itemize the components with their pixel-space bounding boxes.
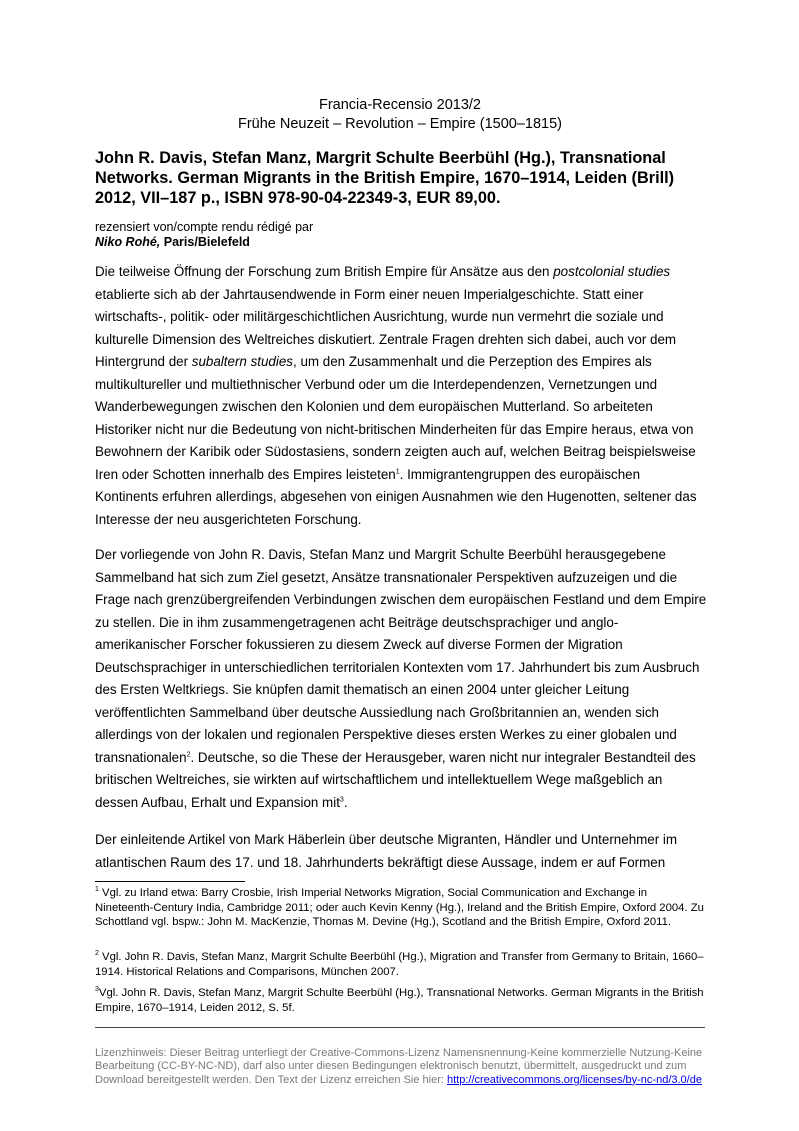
footnote-1-text: Vgl. zu Irland etwa: Barry Crosbie, Irish Imperial Networks Migration, Social Communication and Exchange in Nineteenth-Century India, Cambridge 2011; oder auch Kevin Kenny (Hg.), Ireland and the British Empire, Oxford 2004. Zu Schottland vgl. bspw.: John M. MacKenzie, Thomas M. Devine (Hg.), Scotland and the British Empire, Oxford 2011. bbox=[95, 887, 704, 928]
title-line-3: 2012, VII–187 p., ISBN 978-90-04-22349-3, EUR 89,00. bbox=[95, 189, 501, 207]
reviewer-name: Niko Rohé, bbox=[95, 235, 161, 249]
p1-text-3: , um den Zusammenhalt und die Perzeption des Empires als multikultureller und multiethnischer Verbund oder um die Interdependenzen, Vernetzungen und Wanderbewegungen zwischen den Kolonien und dem europäischen Mutterland. So arbeiteten Historiker nicht nur die Bedeutung von nicht-britischen Minderheiten für das Empire heraus, etwa von Bewohnern der Karibik oder Südostasiens, sondern zeigten auch auf, welchen Beitrag beispielsweise Iren oder Schotten innerhalb des Empires leisteten bbox=[95, 354, 696, 482]
p1-text-1: Die teilweise Öffnung der Forschung zum British Empire für Ansätze aus den bbox=[95, 264, 554, 279]
footnote-3-number: 3 bbox=[95, 986, 99, 994]
footnote-separator bbox=[95, 881, 245, 882]
license-separator bbox=[95, 1027, 705, 1028]
p1-text-4: . Immigrantengruppen des europäischen Kontinents erfuhren allerdings, abgesehen von einigen Ausnahmen wie den Hugenotten, seltener das Interesse der neu ausgerichteten Forschung. bbox=[95, 466, 697, 527]
footnote-2 bbox=[95, 950, 707, 979]
p1-text-2: etablierte sich ab der Jahrtausendwende in Form einer neuen Imperialgeschichte. Statt einer wirtschafts-, politik- oder militärgeschichtlichen Ausrichtung, wurde nun vermehrt die soziale und kulturelle Dimension des Weltreiches diskutiert. Zentrale Fragen drehten sich dabei, auch vor dem Hintergrund der bbox=[95, 286, 677, 369]
journal-issue: Francia-Recensio 2013/2 bbox=[318, 97, 481, 113]
p2-text-3: . bbox=[343, 794, 348, 810]
paragraph-3 bbox=[95, 829, 707, 874]
license-link[interactable]: http://creativecommons.org/licenses/by-nc-nd/3.0/de bbox=[447, 1073, 702, 1086]
footnote-ref-1[interactable]: 1 bbox=[395, 468, 400, 476]
license-text: Lizenzhinweis: Dieser Beitrag unterliegt der Creative-Commons-Lizenz Namensnennung-Keine kommerzielle Nutzung-Keine Bearbeitung (CC-BY-NC-ND), darf also unter diesen Bedingungen elektronisch benutzt, übermittelt, ausgedruckt und zum Download bereitgestellt werden. Den Text der Lizenz erreichen Sie hier: bbox=[95, 1047, 703, 1086]
p2-text-1: Der vorliegende von John R. Davis, Stefan Manz und Margrit Schulte Beerbühl herausgegebene Sammelband hat sich zum Ziel gesetzt, Ansätze transnationaler Perspektiven aufzuzeigen und die Frage nach grenzübergreifenden Verbindungen zwischen dem europäischen Festland und dem Empire zu stellen. Die in ihm zusammengetragenen acht Beiträge deutschsprachiger und anglo-amerikanischer Forscher fokussieren zu diesem Zweck auf diverse Formen der Migration Deutschsprachiger in unterschiedlichen territorialen Kontexten vom 17. Jahrhundert bis zum Ausbruch des Ersten Weltkriegs. Sie knüpfen damit thematisch an einen 2004 unter gleicher Leitung veröffentlichten Sammelband über deutsche Aussiedlung nach Großbritannien an, wenden sich allerdings von der lokalen und regionalen Perspektive dieses ersten Werkes zu einer globalen und transnationalen bbox=[95, 547, 707, 765]
footnote-2-text: Vgl. John R. Davis, Stefan Manz, Margrit Schulte Beerbühl (Hg.), Migration and Transfer from Germany to Britain, 1660–1914. Historical Relations and Comparisons, München 2007. bbox=[95, 951, 704, 978]
footnote-3-text: Vgl. John R. Davis, Stefan Manz, Margrit Schulte Beerbühl (Hg.), Transnational Networks. German Migrants in the British Empire, 1670–1914, Leiden 2012, S. 5f. bbox=[95, 987, 704, 1014]
p1-italic-subaltern: subaltern studies bbox=[191, 354, 293, 369]
footnote-ref-2[interactable]: 2 bbox=[186, 751, 191, 759]
reviewer-place: Paris/Bielefeld bbox=[160, 235, 250, 249]
review-title bbox=[95, 148, 715, 208]
footnote-1 bbox=[95, 886, 707, 930]
journal-header bbox=[95, 96, 705, 134]
license-notice bbox=[95, 1047, 707, 1087]
footnote-1-number: 1 bbox=[95, 886, 99, 894]
paragraph-2 bbox=[95, 544, 707, 814]
reviewer-label: rezensiert von/compte rendu rédigé par bbox=[95, 220, 314, 234]
p3-text-1: Der einleitende Artikel von Mark Häberlein über deutsche Migranten, Händler und Unternehmer im atlantischen Raum des 17. und 18. Jahrhunderts bekräftigt diese Aussage, indem er auf Formen bbox=[95, 832, 678, 870]
footnote-2-number: 2 bbox=[95, 950, 99, 958]
footnote-3 bbox=[95, 986, 707, 1015]
p2-text-2: . Deutsche, so die These der Herausgeber, waren nicht nur integraler Bestandteil des britischen Weltreiches, sie wirkten auf wirtschaftlichem und intellektuellem Wege maßgeblich an dessen Aufbau, Erhalt und Expansion mit bbox=[95, 749, 696, 810]
footnote-ref-3[interactable]: 3 bbox=[339, 796, 344, 804]
reviewer bbox=[95, 235, 705, 250]
title-line-1: John R. Davis, Stefan Manz, Margrit Schulte Beerbühl (Hg.), Transnational bbox=[95, 149, 666, 167]
paragraph-1 bbox=[95, 261, 707, 531]
byline bbox=[95, 220, 705, 250]
title-line-2: Networks. German Migrants in the British Empire, 1670–1914, Leiden (Brill) bbox=[95, 169, 675, 187]
p1-italic-postcolonial: postcolonial studies bbox=[553, 264, 671, 279]
journal-section: Frühe Neuzeit – Revolution – Empire (1500–1815) bbox=[237, 116, 563, 132]
